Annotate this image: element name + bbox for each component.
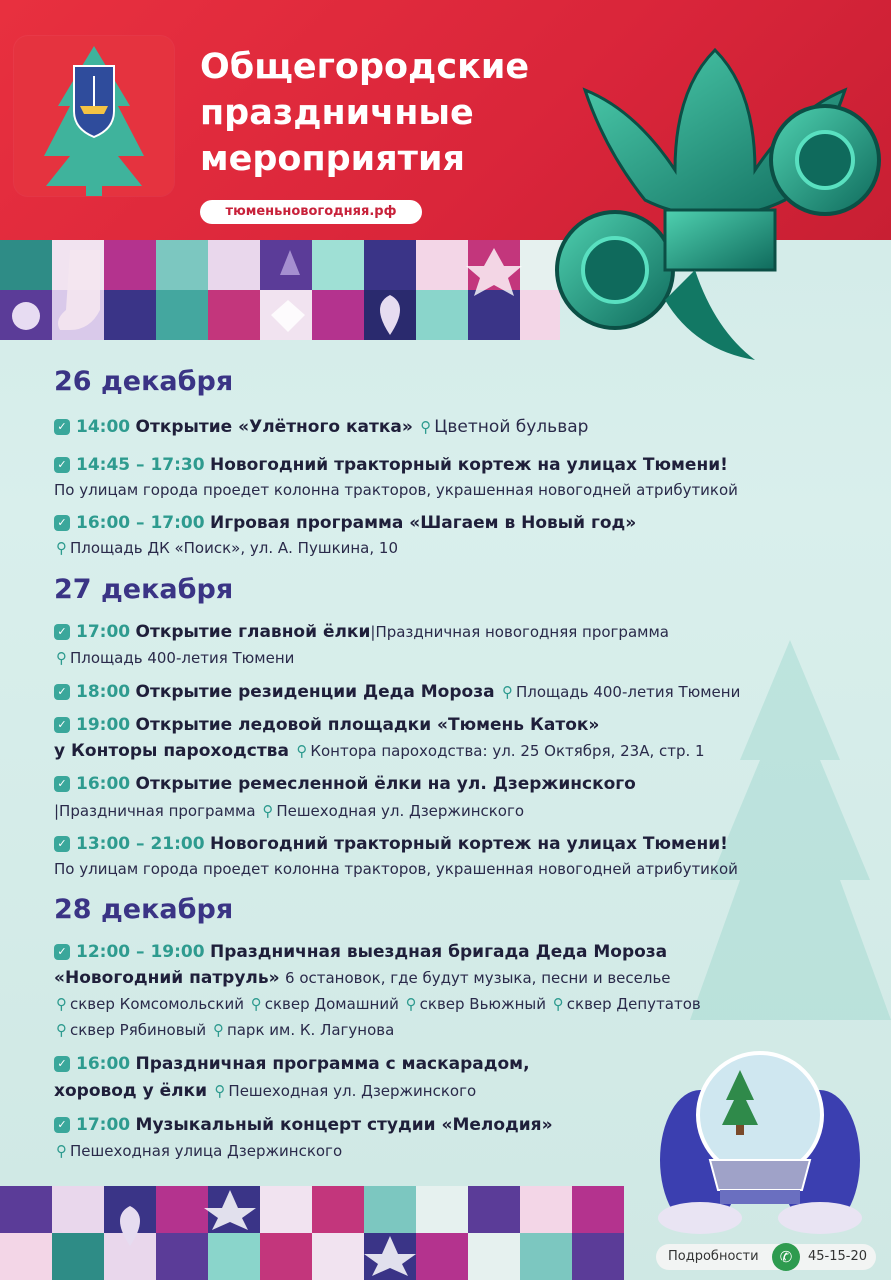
event-places [54, 1021, 394, 1039]
event-time: 12:00 – 19:00 [76, 942, 205, 962]
event-title-cont: у Конторы пароходства [54, 741, 289, 761]
check-icon: ✓ [54, 419, 70, 435]
event-time: 18:00 [76, 682, 131, 702]
event-title: Открытие ледовой площадки «Тюмень Каток» [135, 715, 600, 735]
location-pin-icon: ⚲ [262, 802, 274, 820]
event-place: Пешеходная улица Дзержинского [70, 1142, 343, 1160]
event-extra: |Праздничная программа [54, 802, 256, 820]
event-place-line [54, 649, 294, 667]
event-place-line [54, 539, 398, 557]
event-title: Новогодний тракторный кортеж на улицах Тюмени! [209, 834, 728, 854]
event-time: 14:45 – 17:30 [76, 455, 205, 475]
event-title-cont: «Новогодний патруль» [54, 968, 280, 988]
contact-pill[interactable] [656, 1244, 876, 1270]
event-place-line [54, 1142, 342, 1160]
location-pin-icon: ⚲ [420, 418, 432, 436]
event-title: Праздничная выездная бригада Деда Мороза [209, 942, 668, 962]
location-pin-icon: ⚲ [250, 995, 262, 1013]
event-place: сквер Комсомольский [70, 995, 244, 1013]
event-places [54, 995, 701, 1013]
event-title: Открытие резиденции Деда Мороза [135, 682, 495, 702]
event-title: Открытие ремесленной ёлки на ул. Дзержинского [135, 774, 636, 794]
location-pin-icon: ⚲ [552, 995, 564, 1013]
check-icon: ✓ [54, 776, 70, 792]
details-label: Подробности [668, 1249, 759, 1264]
check-icon: ✓ [54, 624, 70, 640]
event-item [54, 682, 740, 702]
event-time: 19:00 [76, 715, 131, 735]
site-link[interactable]: тюменьновогодняя.рф [200, 200, 422, 224]
event-item [54, 834, 728, 854]
event-item [54, 417, 588, 437]
event-place-line [54, 802, 524, 820]
event-item-cont [54, 741, 705, 761]
event-place: сквер Рябиновый [70, 1021, 207, 1039]
event-title: Игровая программа «Шагаем в Новый год» [209, 513, 637, 533]
decorative-band-top [0, 240, 560, 340]
event-item [54, 942, 667, 962]
snow-globe-illustration [650, 1040, 870, 1240]
location-pin-icon: ⚲ [405, 995, 417, 1013]
check-icon: ✓ [54, 836, 70, 852]
location-pin-icon: ⚲ [56, 539, 67, 557]
title-line: мероприятия [200, 139, 465, 179]
phone-icon: ✆ [772, 1243, 800, 1271]
location-pin-icon: ⚲ [214, 1082, 226, 1100]
event-place: Пешеходная ул. Дзержинского [228, 1082, 477, 1100]
event-time: 17:00 [76, 622, 131, 642]
event-item-cont [54, 1081, 476, 1101]
check-icon: ✓ [54, 1117, 70, 1133]
location-pin-icon: ⚲ [56, 995, 67, 1013]
event-title: Праздничная программа с маскарадом, [135, 1054, 530, 1074]
event-item-cont [54, 968, 671, 988]
event-place: Цветной бульвар [434, 417, 589, 437]
event-place: Контора пароходства: ул. 25 Октября, 23А, стр. 1 [310, 742, 705, 760]
ornament-decoration [555, 10, 891, 370]
event-place: Площадь 400-летия Тюмени [70, 649, 295, 667]
event-item [54, 1054, 530, 1074]
event-item [54, 774, 636, 794]
check-icon: ✓ [54, 515, 70, 531]
event-title: Открытие «Улётного катка» [135, 417, 413, 437]
event-time: 16:00 [76, 774, 131, 794]
event-item [54, 715, 599, 735]
event-description: По улицам города проедет колонна тракторов, украшенная новогодней атрибутикой [54, 481, 738, 499]
event-place: сквер Вьюжный [419, 995, 546, 1013]
event-item [54, 1115, 553, 1135]
event-time: 16:00 – 17:00 [76, 513, 205, 533]
event-extra: 6 остановок, где будут музыка, песни и веселье [285, 969, 671, 987]
date-heading: 28 декабря [54, 894, 234, 925]
check-icon: ✓ [54, 944, 70, 960]
event-item [54, 622, 669, 642]
location-pin-icon: ⚲ [296, 742, 308, 760]
check-icon: ✓ [54, 717, 70, 733]
city-logo [14, 36, 174, 196]
location-pin-icon: ⚲ [212, 1021, 224, 1039]
event-item [54, 455, 728, 475]
event-extra: |Праздничная новогодняя программа [370, 623, 669, 641]
event-place: сквер Депутатов [566, 995, 701, 1013]
phone-number[interactable]: 45-15-20 [808, 1249, 868, 1264]
event-time: 17:00 [76, 1115, 131, 1135]
event-time: 16:00 [76, 1054, 131, 1074]
event-description: По улицам города проедет колонна тракторов, украшенная новогодней атрибутикой [54, 860, 738, 878]
event-place: Площадь 400-летия Тюмени [515, 683, 741, 701]
event-title: Открытие главной ёлки [135, 622, 371, 642]
location-pin-icon: ⚲ [501, 683, 513, 701]
check-icon: ✓ [54, 1056, 70, 1072]
page-title [200, 44, 529, 182]
location-pin-icon: ⚲ [56, 1021, 67, 1039]
event-place: Пешеходная ул. Дзержинского [276, 802, 525, 820]
event-title: Новогодний тракторный кортеж на улицах Тюмени! [209, 455, 728, 475]
event-time: 13:00 – 21:00 [76, 834, 205, 854]
title-line: Общегородские [200, 47, 530, 87]
event-title: Музыкальный концерт студии «Мелодия» [135, 1115, 553, 1135]
event-time: 14:00 [76, 417, 131, 437]
event-title-cont: хоровод у ёлки [54, 1081, 208, 1101]
check-icon: ✓ [54, 684, 70, 700]
event-place: сквер Домашний [264, 995, 399, 1013]
event-place: парк им. К. Лагунова [226, 1021, 395, 1039]
check-icon: ✓ [54, 457, 70, 473]
date-heading: 26 декабря [54, 366, 234, 397]
location-pin-icon: ⚲ [56, 1142, 67, 1160]
date-heading: 27 декабря [54, 574, 234, 605]
event-place: Площадь ДК «Поиск», ул. А. Пушкина, 10 [70, 539, 398, 557]
event-item [54, 513, 636, 533]
location-pin-icon: ⚲ [56, 649, 67, 667]
title-line: праздничные [200, 93, 474, 133]
